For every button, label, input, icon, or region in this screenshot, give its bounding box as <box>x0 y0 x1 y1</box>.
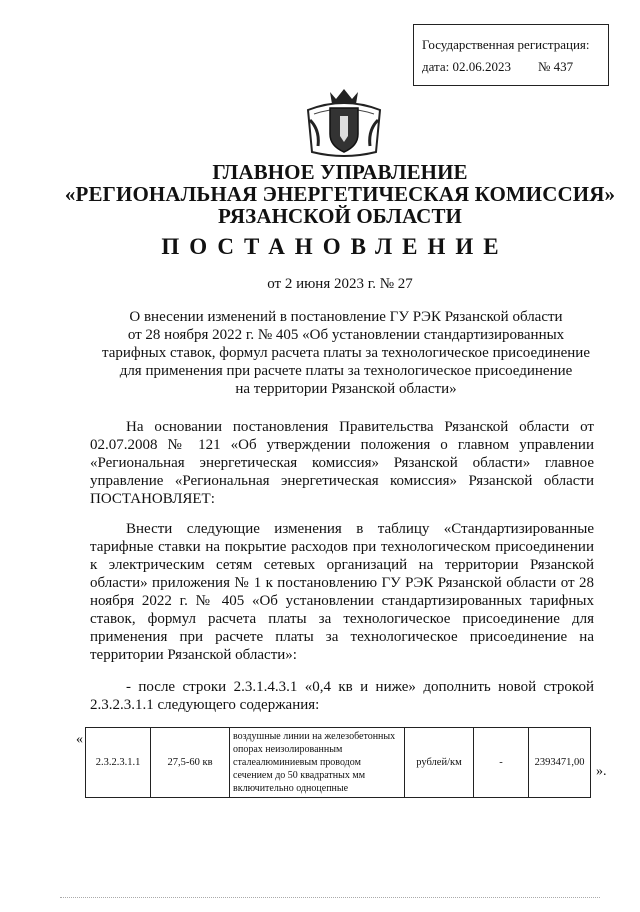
registration-date: дата: 02.06.2023 <box>422 59 512 74</box>
table-open-quote: « <box>76 732 83 747</box>
table-row <box>86 728 591 798</box>
registration-details <box>422 56 608 78</box>
body-paragraph-basis: На основании постановления Правительства Рязанской области от 02.07.2008 № 121 «Об утверждении положения о главном управлении «Региональная энергетическая комиссия» Рязанской области» главное управление «Региональная энергетическая комиссия» Рязанской области ПОСТАНОВЛЯЕТ: <box>90 419 594 507</box>
document-subject <box>96 308 596 398</box>
subject-line: на территории Рязанской области» <box>235 381 457 397</box>
tariff-table <box>85 727 591 798</box>
registration-number: № 437 <box>538 59 574 74</box>
registration-stamp <box>413 24 609 86</box>
row-value: 2393471,00 <box>529 728 591 798</box>
table-close-quote: ». <box>596 764 607 779</box>
subject-line: для применения при расчете платы за технологическое присоединение <box>119 363 573 379</box>
registration-heading: Государственная регистрация: <box>422 37 590 52</box>
scan-noise-line <box>60 897 600 900</box>
document-date: от 2 июня 2023 г. № 27 <box>267 276 413 292</box>
row-dash: - <box>474 728 529 798</box>
body-paragraph-insertion: - после строки 2.3.1.4.3.1 «0,4 кв и ниже» дополнить новой строкой 2.3.2.3.1.1 следующего содержания: <box>90 679 594 713</box>
authority-title-line-2: «РЕГИОНАЛЬНАЯ ЭНЕРГЕТИЧЕСКАЯ КОМИССИЯ» <box>64 182 616 206</box>
document-type: ПОСТАНОВЛЕНИЕ <box>161 234 509 259</box>
row-code: 2.3.2.3.1.1 <box>86 728 151 798</box>
row-unit: рублей/км <box>405 728 474 798</box>
authority-title-line-1: ГЛАВНОЕ УПРАВЛЕНИЕ <box>212 160 468 184</box>
authority-title-line-3: РЯЗАНСКОЙ ОБЛАСТИ <box>218 204 462 228</box>
body-paragraph-amendment: Внести следующие изменения в таблицу «Стандартизированные тарифные ставки на покрытие расходов при технологическом присоединении к электрическим сетям сетевых организаций на территории Рязанской области» приложения № 1 к постановлению ГУ РЭК Рязанской области от 28 ноября 2022 г. № 405 «Об установлении стандартизированных тарифных ставок, формул расчета платы за технологическое присоединение для применения при расчете платы за технологическое присоединение на территории Рязанской области»: <box>90 521 594 663</box>
row-description: воздушные линии на железобетонных опорах неизолированным сталеалюминиевым проводом сечением до 50 квадратных мм включительно одноцепные <box>230 728 405 798</box>
subject-line: от 28 ноября 2022 г. № 405 «Об установлении стандартизированных <box>127 327 565 343</box>
coat-of-arms-icon <box>296 86 392 158</box>
subject-line: тарифных ставок, формул расчета платы за технологическое присоединение <box>101 345 590 361</box>
subject-line: О внесении изменений в постановление ГУ РЭК Рязанской области <box>129 309 563 325</box>
row-voltage: 27,5-60 кв <box>151 728 230 798</box>
